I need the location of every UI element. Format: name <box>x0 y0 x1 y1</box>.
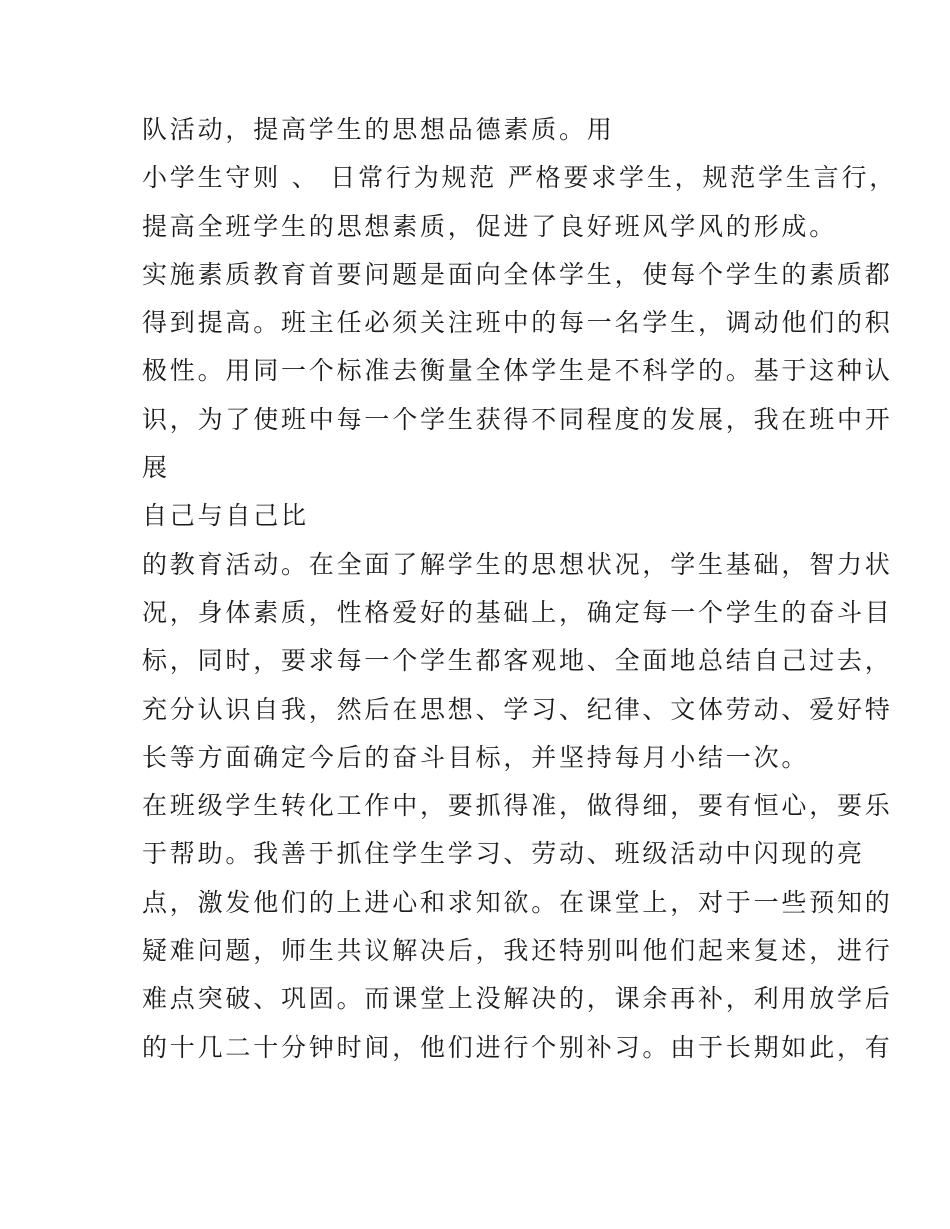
text-line: 极性。用同一个标准去衡量全体学生是不科学的。基于这种认 <box>142 356 893 386</box>
text-line: 小学生守则 、 日常行为规范 严格要求学生，规范学生言行， <box>142 163 898 193</box>
text-line: 的十几二十分钟时间，他们进行个别补习。由于长期如此，有 <box>142 1032 893 1062</box>
text-line: 得到提高。班主任必须关注班中的每一名学生，调动他们的积 <box>142 308 893 338</box>
text-line: 展 <box>142 453 170 483</box>
text-line: 点，激发他们的上进心和求知欲。在课堂上，对于一些预知的 <box>142 887 893 917</box>
text-line: 队活动，提高学生的思想品德素质。用 <box>142 115 615 144</box>
text-line: 长等方面确定今后的奋斗目标，并坚持每月小结一次。 <box>142 742 810 772</box>
text-line: 充分认识自我，然后在思想、学习、纪律、文体劳动、爱好特 <box>142 694 893 724</box>
document-page <box>142 106 898 1072</box>
text-line: 难点突破、巩固。而课堂上没解决的，课余再补，利用放学后 <box>142 984 893 1014</box>
text-line: 于帮助。我善于抓住学生学习、劳动、班级活动中闪现的亮 <box>142 839 865 869</box>
text-line: 提高全班学生的思想素质，促进了良好班风学风的形成。 <box>142 211 838 241</box>
text-line: 的教育活动。在全面了解学生的思想状况，学生基础，智力状 <box>142 549 893 579</box>
text-line: 识，为了使班中每一个学生获得不同程度的发展，我在班中开 <box>142 404 893 434</box>
text-line: 在班级学生转化工作中，要抓得准，做得细，要有恒心，要乐 <box>142 791 893 821</box>
text-line: 标，同时，要求每一个学生都客观地、全面地总结自己过去， <box>142 646 893 676</box>
text-line: 自己与自己比 <box>142 501 309 531</box>
text-line: 实施素质教育首要问题是面向全体学生，使每个学生的素质都 <box>142 259 893 289</box>
text-line: 况，身体素质，性格爱好的基础上，确定每一个学生的奋斗目 <box>142 597 893 627</box>
text-line: 疑难问题，师生共议解决后，我还特别叫他们起来复述，进行 <box>142 936 893 966</box>
